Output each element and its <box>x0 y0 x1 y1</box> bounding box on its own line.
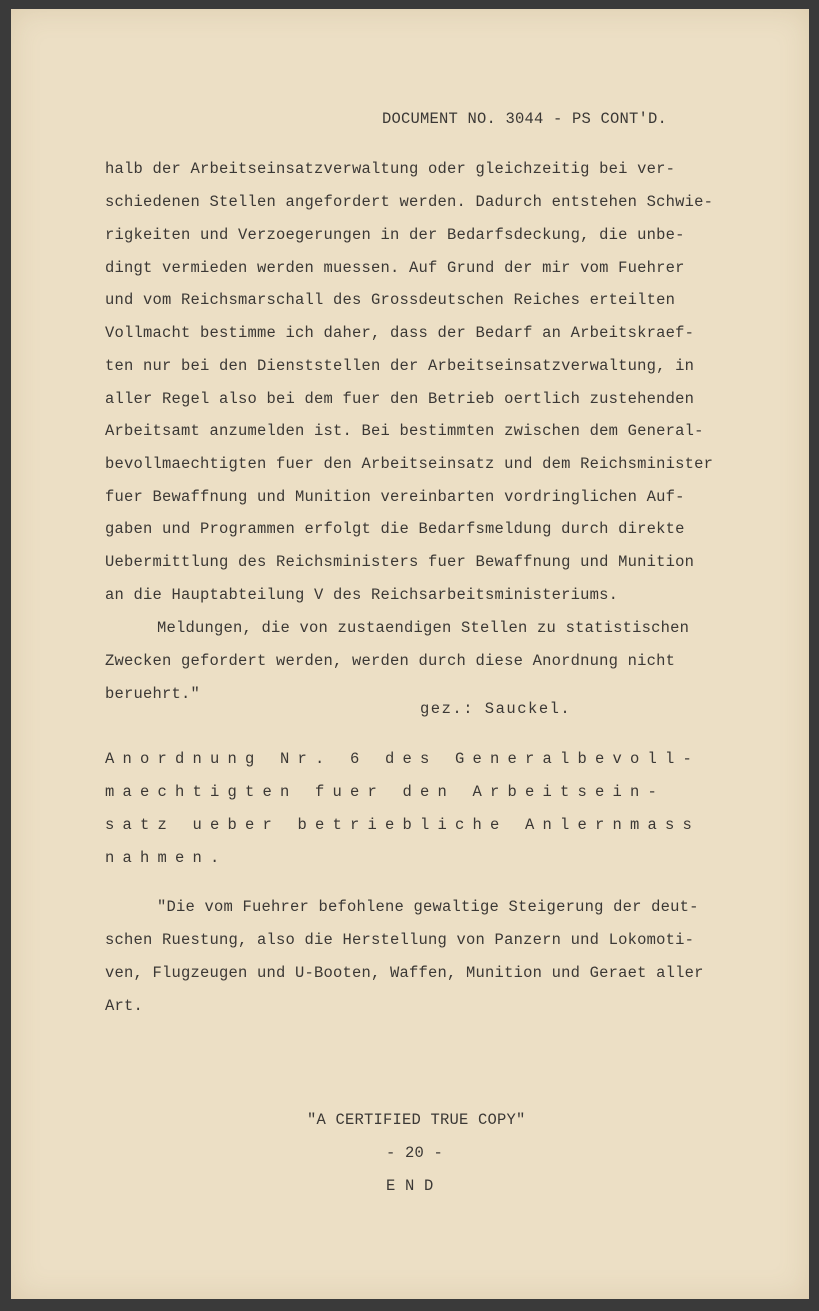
paragraph-line: halb der Arbeitseinsatzverwaltung oder gleichzeitig bei ver- <box>105 160 676 178</box>
paragraph-line: Art. <box>105 997 144 1015</box>
heading-line: maechtigten fuer den Arbeitsein- <box>105 783 666 801</box>
paragraph-line: aller Regel also bei dem fuer den Betrieb oertlich zustehenden <box>105 390 695 408</box>
paragraph-line: Uebermittlung des Reichsministers fuer Bewaffnung und Munition <box>105 553 695 571</box>
document-header: DOCUMENT NO. 3044 - PS CONT'D. <box>382 110 668 128</box>
heading-line: satz ueber betriebliche Anlernmass <box>105 816 701 834</box>
paragraph-line: bevollmaechtigten fuer den Arbeitseinsatz und dem Reichsminister <box>105 455 714 473</box>
paragraph-line: ven, Flugzeugen und U-Booten, Waffen, Munition und Geraet aller <box>105 964 704 982</box>
end-marker: E N D <box>386 1177 434 1195</box>
paragraph-line: Arbeitsamt anzumelden ist. Bei bestimmten zwischen dem General- <box>105 422 704 440</box>
paragraph-line: beruehrt." <box>105 685 201 703</box>
signature: gez.: Sauckel. <box>420 700 572 718</box>
typed-document-page <box>11 9 809 1299</box>
heading-line: nahmen. <box>105 849 228 867</box>
paragraph-line: dingt vermieden werden muessen. Auf Grund der mir vom Fuehrer <box>105 259 685 277</box>
paragraph-line: rigkeiten und Verzoegerungen in der Bedarfsdeckung, die unbe- <box>105 226 685 244</box>
certified-copy: "A CERTIFIED TRUE COPY" <box>307 1111 526 1129</box>
paragraph-line: Meldungen, die von zustaendigen Stellen zu statistischen <box>157 619 690 637</box>
paragraph-line: fuer Bewaffnung und Munition vereinbarten vordringlichen Auf- <box>105 488 685 506</box>
paragraph-line: ten nur bei den Dienststellen der Arbeitseinsatzverwaltung, in <box>105 357 695 375</box>
paragraph-line: an die Hauptabteilung V des Reichsarbeitsministeriums. <box>105 586 619 604</box>
heading-line: Anordnung Nr. 6 des Generalbevoll- <box>105 750 701 768</box>
paragraph-line: und vom Reichsmarschall des Grossdeutschen Reiches erteilten <box>105 291 676 309</box>
paragraph-line: Vollmacht bestimme ich daher, dass der Bedarf an Arbeitskraef- <box>105 324 695 342</box>
paragraph-line: schen Ruestung, also die Herstellung von Panzern und Lokomoti- <box>105 931 695 949</box>
paragraph-line: schiedenen Stellen angefordert werden. Dadurch entstehen Schwie- <box>105 193 714 211</box>
paragraph-line: "Die vom Fuehrer befohlene gewaltige Steigerung der deut- <box>157 898 699 916</box>
page-number: - 20 - <box>386 1144 444 1162</box>
paragraph-line: Zwecken gefordert werden, werden durch diese Anordnung nicht <box>105 652 676 670</box>
paragraph-line: gaben und Programmen erfolgt die Bedarfsmeldung durch direkte <box>105 520 685 538</box>
